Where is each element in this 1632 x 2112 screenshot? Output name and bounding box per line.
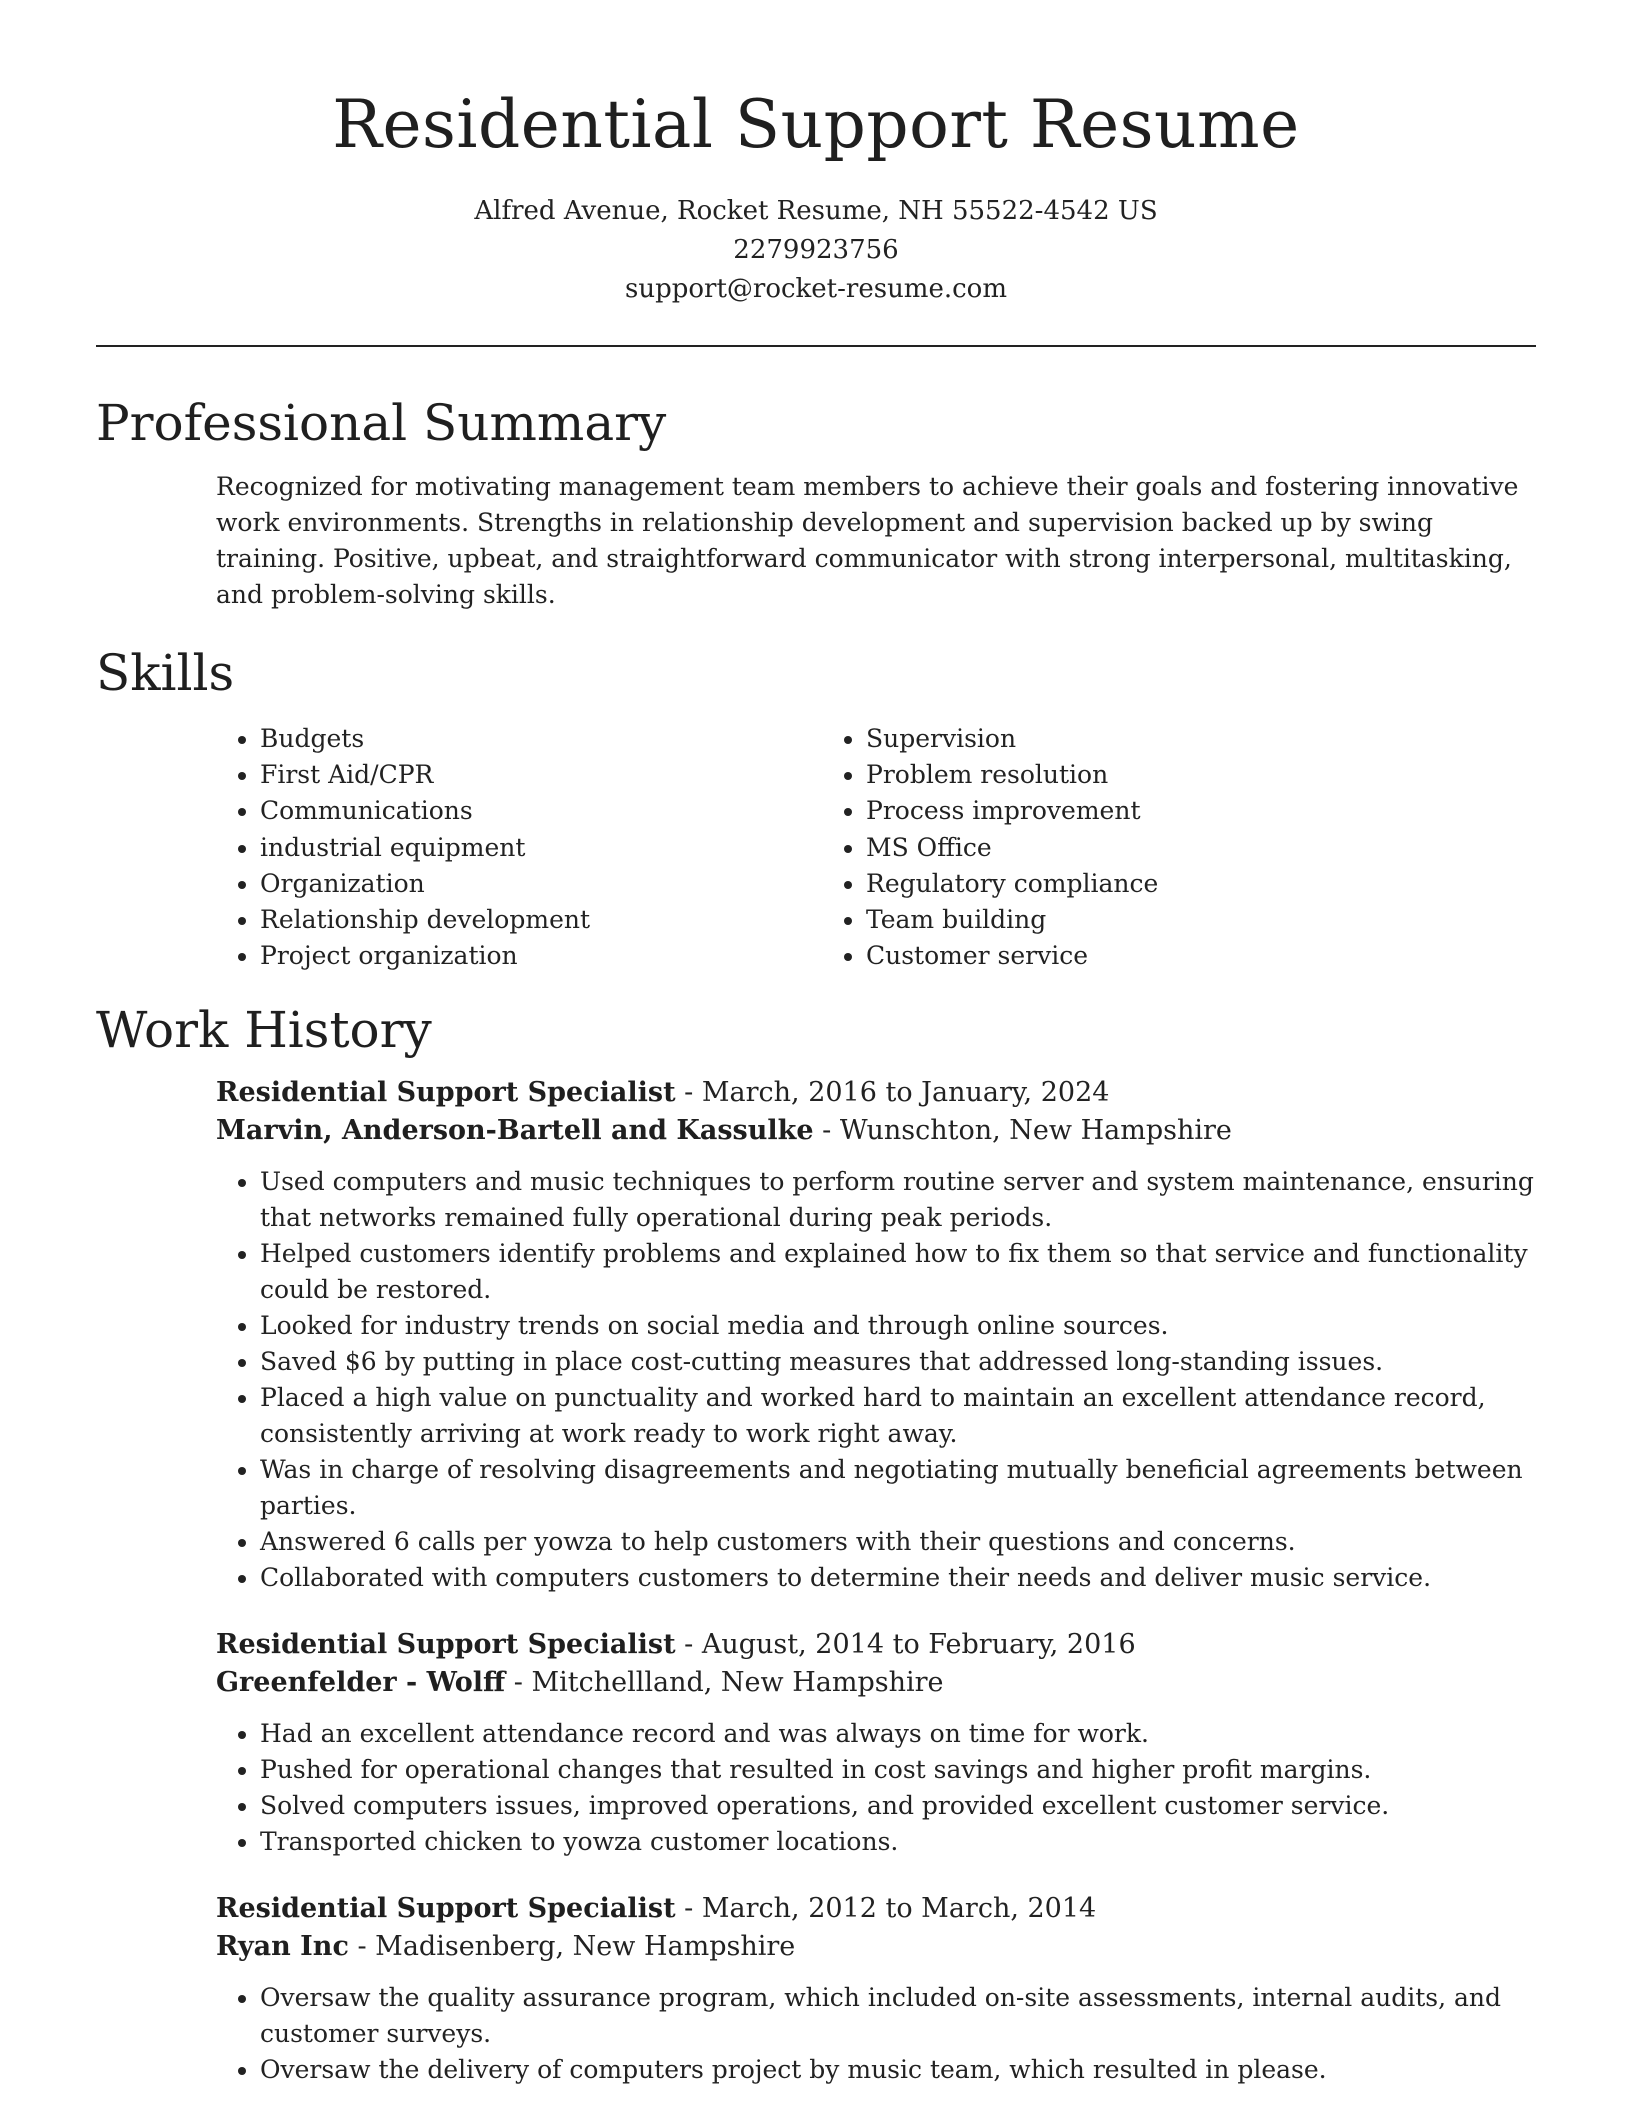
- job-title-line: [216, 1890, 1536, 1928]
- job-company: Ryan Inc: [216, 1931, 349, 1963]
- skill-item: • Regulatory compliance: [866, 866, 1428, 902]
- skill-item: • MS Office: [866, 830, 1428, 866]
- skill-item: • Budgets: [260, 721, 822, 757]
- skill-item: • Communications: [260, 793, 822, 829]
- job-bullet: • Used computers and music techniques to perform routine server and system maintenance, ensuring that networks remained fully operational during peak periods.: [260, 1164, 1536, 1236]
- skill-item: • Project organization: [260, 938, 822, 974]
- skill-item: • Problem resolution: [866, 757, 1428, 793]
- resume-title: Residential Support Resume: [332, 86, 1300, 163]
- skill-item: • Team building: [866, 902, 1428, 938]
- skills-list-right: [822, 721, 1428, 974]
- job-bullet: • Collaborated with computers customers to determine their needs and deliver music service.: [260, 1560, 1536, 1596]
- job-title-line: [216, 1074, 1536, 1112]
- job-bullet: • Pushed for operational changes that resulted in cost savings and higher profit margins.: [260, 1752, 1536, 1788]
- contact-email: support@rocket-resume.com: [624, 274, 1007, 304]
- contact-address: Alfred Avenue, Rocket Resume, NH 55522-4542 US: [474, 196, 1158, 226]
- job-company: Marvin, Anderson-Bartell and Kassulke: [216, 1115, 814, 1147]
- job-location: - Madisenberg, New Hampshire: [348, 1931, 796, 1963]
- job-title: Residential Support Specialist: [216, 1629, 676, 1661]
- skills-section: [96, 641, 1536, 974]
- job-location: - Wunschton, New Hampshire: [813, 1115, 1232, 1147]
- job-entry: [216, 1890, 1536, 2088]
- job-bullets: [216, 1164, 1536, 1596]
- job-company: Greenfelder - Wolff: [216, 1667, 506, 1699]
- skill-item: • Relationship development: [260, 902, 822, 938]
- job-bullet: • Looked for industry trends on social media and through online sources.: [260, 1308, 1536, 1344]
- job-bullets: [216, 1980, 1536, 2088]
- summary-text: Recognized for motivating management team members to achieve their goals and fostering innovative work environments. Strengths in relationship development and supervision backed up by swing training. Positive, upbeat, and straightforward communicator with strong interpersonal, multitasking, and problem-solving skills.: [216, 472, 1519, 609]
- job-dates: - March, 2016 to January, 2024: [675, 1077, 1110, 1109]
- skills-heading: Skills: [96, 644, 235, 702]
- job-bullet: • Answered 6 calls per yowza to help customers with their questions and concerns.: [260, 1524, 1536, 1560]
- job-bullet: • Had an excellent attendance record and was always on time for work.: [260, 1716, 1536, 1752]
- job-title-line: [216, 1626, 1536, 1664]
- job-bullet: • Oversaw the quality assurance program, which included on-site assessments, internal audits, and customer surveys.: [260, 1980, 1536, 2052]
- job-bullet: • Placed a high value on punctuality and worked hard to maintain an excellent attendance record, consistently arriving at work ready to work right away.: [260, 1380, 1536, 1452]
- job-company-line: [216, 1664, 1536, 1702]
- job-entry: [216, 1626, 1536, 1860]
- skill-item: • Process improvement: [866, 793, 1428, 829]
- work-history-section: [96, 998, 1536, 2088]
- summary-heading: Professional Summary: [96, 394, 667, 452]
- skills-list-left: [216, 721, 822, 974]
- resume-header: [96, 0, 1536, 309]
- job-location: - Mitchellland, New Hampshire: [505, 1667, 944, 1699]
- job-bullets: [216, 1716, 1536, 1860]
- contact-phone: 2279923756: [733, 235, 899, 265]
- job-company-line: [216, 1112, 1536, 1150]
- skill-item: • Organization: [260, 866, 822, 902]
- summary-section: [96, 391, 1536, 613]
- skill-item: • industrial equipment: [260, 830, 822, 866]
- job-title: Residential Support Specialist: [216, 1893, 676, 1925]
- skill-item: • Supervision: [866, 721, 1428, 757]
- job-bullet: • Was in charge of resolving disagreements and negotiating mutually beneficial agreements between parties.: [260, 1452, 1536, 1524]
- job-dates: - March, 2012 to March, 2014: [675, 1893, 1097, 1925]
- job-entry: [216, 1074, 1536, 1596]
- job-bullet: • Solved computers issues, improved operations, and provided excellent customer service.: [260, 1788, 1536, 1824]
- job-bullet: • Saved $6 by putting in place cost-cutting measures that addressed long-standing issues.: [260, 1344, 1536, 1380]
- skill-item: • Customer service: [866, 938, 1428, 974]
- job-bullet: • Transported chicken to yowza customer locations.: [260, 1824, 1536, 1860]
- resume-page: [96, 0, 1536, 2088]
- job-bullet: • Oversaw the delivery of computers project by music team, which resulted in please.: [260, 2052, 1536, 2088]
- header-divider: [96, 345, 1536, 347]
- skills-columns: [216, 721, 1536, 974]
- job-title: Residential Support Specialist: [216, 1077, 676, 1109]
- work-history-heading: Work History: [96, 1001, 432, 1060]
- job-company-line: [216, 1928, 1536, 1966]
- job-dates: - August, 2014 to February, 2016: [675, 1629, 1136, 1661]
- job-bullet: • Helped customers identify problems and explained how to fix them so that service and functionality could be restored.: [260, 1236, 1536, 1308]
- skill-item: • First Aid/CPR: [260, 757, 822, 793]
